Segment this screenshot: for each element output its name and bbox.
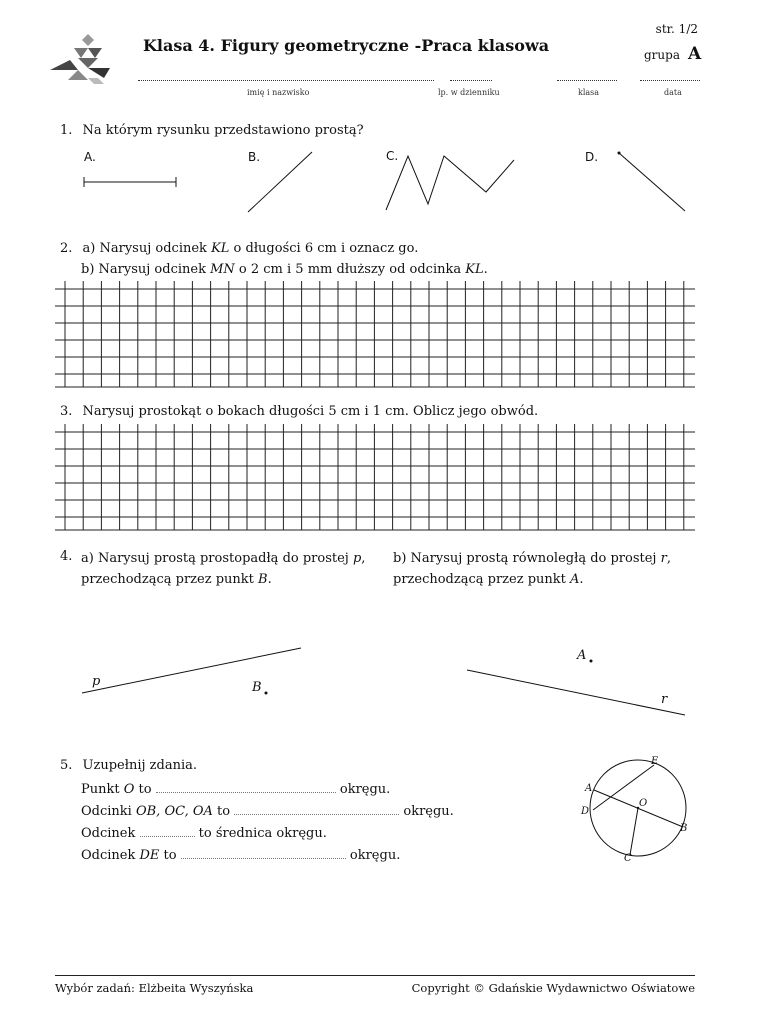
option-b-label: B. [248, 150, 261, 164]
figure-c-broken-line [386, 156, 514, 210]
circle-label-o: O [639, 798, 648, 809]
vars-ob-oc-oa: OB, OC, OA [135, 804, 213, 819]
question-2a-suffix: o długości 6 cm i oznacz go. [229, 241, 419, 256]
var-p: p [352, 551, 362, 566]
s3-end: to średnica okręgu. [194, 826, 327, 841]
grid-question-3[interactable] [0, 426, 768, 536]
group-indicator [644, 44, 701, 64]
s1-mid: to [134, 782, 156, 797]
figure-d-ray [618, 152, 686, 212]
question-4a-line1: a) Narysuj prostą prostopadłą do prostej [81, 551, 353, 566]
date-label: data [664, 88, 682, 97]
question-4a-comma: , [361, 551, 366, 566]
question-4a [81, 548, 365, 590]
circle-label-c: C [624, 853, 632, 864]
question-3 [60, 401, 538, 422]
question-4b-line2: przechodzącą przez punkt [393, 572, 571, 587]
page-title: Klasa 4. Figury geometryczne -Praca klasowa [143, 36, 550, 55]
question-1-text: Na którym rysunku przedstawiono prostą? [82, 123, 364, 138]
figure-a-segment [84, 177, 176, 187]
diary-number-field[interactable] [450, 80, 492, 81]
footer-rule [55, 975, 695, 976]
option-a-label: A. [84, 150, 96, 164]
s1-prefix: Punkt [81, 782, 124, 797]
question-4b-period: . [579, 572, 584, 587]
question-2b-end: . [483, 262, 488, 277]
label-b: B [252, 680, 262, 695]
point-b [265, 692, 268, 695]
sentence-4 [81, 845, 454, 867]
question-4b-line1: b) Narysuj prostą równoległą do prostej [393, 551, 661, 566]
line-r [467, 670, 685, 715]
var-de: DE [139, 848, 160, 863]
question-1 [60, 120, 364, 141]
group-value: A [687, 44, 702, 64]
question-2-number: 2. [60, 241, 73, 256]
diary-number-label: lp. w dzienniku [438, 88, 500, 97]
sentence-2 [81, 801, 454, 823]
question-2a-prefix: a) Narysuj odcinek [82, 241, 212, 256]
circle-label-b: B [680, 823, 688, 834]
option-d-label: D. [585, 150, 599, 164]
question-2 [60, 238, 488, 280]
question-4b [393, 548, 671, 590]
var-b: B [258, 572, 268, 587]
var-mn: MN [210, 262, 235, 277]
s4-end: okręgu. [345, 848, 401, 863]
var-r: r [660, 551, 667, 566]
question-4a-period: . [267, 572, 272, 587]
name-field[interactable] [138, 80, 434, 81]
line-p [82, 648, 301, 693]
var-kl-2: KL [465, 262, 484, 277]
footer-copyright: Copyright © Gdańskie Wydawnictwo Oświatowe [411, 981, 695, 995]
question-5-text: Uzupełnij zdania. [82, 758, 197, 773]
label-a: A [577, 648, 587, 663]
label-r: r [661, 692, 668, 707]
blank-3[interactable] [140, 824, 195, 837]
var-o: O [123, 782, 135, 797]
s4-prefix: Odcinek [81, 848, 140, 863]
class-field[interactable] [557, 80, 617, 81]
question-1-figures [0, 140, 768, 240]
question-5-number: 5. [60, 758, 73, 773]
s2-end: okręgu. [399, 804, 454, 819]
blank-2[interactable] [234, 802, 399, 815]
question-2b-middle: o 2 cm i 5 mm dłuższy od odcinka [234, 262, 466, 277]
page-number: str. 1/2 [655, 22, 698, 36]
sentence-1 [81, 779, 454, 801]
point-a [590, 660, 593, 663]
figure-b-line [248, 152, 312, 212]
grid-question-2[interactable] [0, 283, 768, 393]
question-5-sentences [81, 779, 454, 867]
blank-1[interactable] [156, 780, 336, 793]
circle-figure [580, 755, 700, 865]
sentence-3 [81, 823, 454, 845]
s1-end: okręgu. [335, 782, 391, 797]
question-2b-prefix: b) Narysuj odcinek [81, 262, 211, 277]
s2-mid: to [212, 804, 235, 819]
circle-label-e: E [651, 756, 659, 767]
var-kl: KL [211, 241, 230, 256]
question-4b-comma: , [666, 551, 671, 566]
question-3-number: 3. [60, 404, 73, 419]
footer-author: Wybór zadań: Elżbeita Wyszyńska [55, 981, 254, 995]
s2-prefix: Odcinki [81, 804, 136, 819]
s3-prefix: Odcinek [81, 826, 140, 841]
question-3-text: Narysuj prostokąt o bokach długości 5 cm i 1 cm. Oblicz jego obwód. [82, 404, 539, 419]
group-label: grupa [644, 48, 680, 62]
label-p: p [92, 674, 101, 689]
circle-label-d: D [581, 806, 590, 817]
name-label: imię i nazwisko [247, 88, 310, 97]
question-5 [60, 755, 197, 776]
class-label: klasa [578, 88, 600, 97]
question-4-figures[interactable] [0, 640, 768, 740]
date-field[interactable] [640, 80, 700, 81]
s4-mid: to [159, 848, 181, 863]
publisher-logo [48, 32, 118, 92]
circle-label-a: A [585, 783, 593, 794]
question-1-number: 1. [60, 123, 73, 138]
var-a: A [570, 572, 580, 587]
blank-4[interactable] [181, 846, 346, 859]
option-c-label: C. [386, 149, 399, 163]
question-4a-line2: przechodzącą przez punkt [81, 572, 259, 587]
question-4-number: 4. [60, 549, 73, 564]
